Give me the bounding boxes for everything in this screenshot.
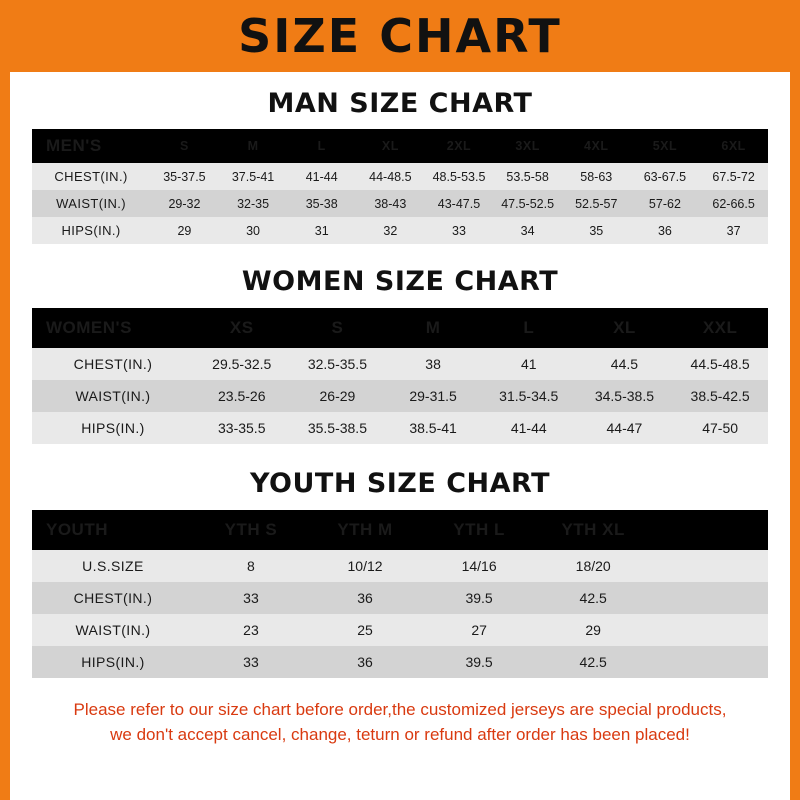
table-row xyxy=(32,550,768,582)
cell: 62-66.5 xyxy=(699,190,768,217)
cell xyxy=(650,614,768,646)
women-header-s: S xyxy=(290,308,386,348)
cell: 39.5 xyxy=(422,582,536,614)
cell: 38.5-41 xyxy=(385,412,481,444)
row-label: HIPS(IN.) xyxy=(32,217,150,244)
cell xyxy=(650,550,768,582)
row-label: CHEST(IN.) xyxy=(32,582,194,614)
order-notice xyxy=(32,698,768,747)
row-label: WAIST(IN.) xyxy=(32,380,194,412)
cell: 31.5-34.5 xyxy=(481,380,577,412)
table-row xyxy=(32,412,768,444)
women-header-xl: XL xyxy=(577,308,673,348)
row-label: WAIST(IN.) xyxy=(32,190,150,217)
cell: 35.5-38.5 xyxy=(290,412,386,444)
cell: 53.5-58 xyxy=(493,163,562,190)
cell: 29 xyxy=(150,217,219,244)
cell: 34.5-38.5 xyxy=(577,380,673,412)
page-banner xyxy=(0,0,800,72)
women-header-l: L xyxy=(481,308,577,348)
table-row xyxy=(32,190,768,217)
cell xyxy=(650,646,768,678)
cell: 33 xyxy=(194,646,308,678)
table-row xyxy=(32,380,768,412)
youth-header-xl: YTH XL xyxy=(536,510,650,550)
cell xyxy=(650,582,768,614)
cell: 57-62 xyxy=(631,190,700,217)
cell: 47-50 xyxy=(672,412,768,444)
cell: 34 xyxy=(493,217,562,244)
women-size-table xyxy=(32,308,768,444)
cell: 44.5-48.5 xyxy=(672,348,768,380)
notice-line-1: Please refer to our size chart before order,the customized jerseys are special products, xyxy=(73,700,727,719)
cell: 23.5-26 xyxy=(194,380,290,412)
cell: 37 xyxy=(699,217,768,244)
notice-line-2: we don't accept cancel, change, teturn or refund after order has been placed! xyxy=(110,724,690,744)
cell: 33 xyxy=(194,582,308,614)
section-title-youth: YOUTH SIZE CHART xyxy=(249,468,551,499)
men-header-4xl: 4XL xyxy=(562,129,631,163)
cell: 36 xyxy=(308,582,422,614)
cell: 48.5-53.5 xyxy=(425,163,494,190)
cell: 30 xyxy=(219,217,288,244)
youth-header-empty xyxy=(650,510,768,550)
youth-size-table xyxy=(32,510,768,678)
row-label: CHEST(IN.) xyxy=(32,348,194,380)
men-header-6xl: 6XL xyxy=(699,129,768,163)
cell: 38.5-42.5 xyxy=(672,380,768,412)
table-row xyxy=(32,163,768,190)
table-row xyxy=(32,348,768,380)
cell: 36 xyxy=(631,217,700,244)
cell: 41-44 xyxy=(481,412,577,444)
men-header-5xl: 5XL xyxy=(631,129,700,163)
table-row xyxy=(32,646,768,678)
youth-header-label: YOUTH xyxy=(32,510,194,550)
cell: 35-37.5 xyxy=(150,163,219,190)
cell: 35-38 xyxy=(287,190,356,217)
cell: 8 xyxy=(194,550,308,582)
row-label: WAIST(IN.) xyxy=(32,614,194,646)
cell: 39.5 xyxy=(422,646,536,678)
cell: 25 xyxy=(308,614,422,646)
men-header-2xl: 2XL xyxy=(425,129,494,163)
cell: 29.5-32.5 xyxy=(194,348,290,380)
table-row xyxy=(32,582,768,614)
page-title: SIZE CHART xyxy=(238,9,562,63)
cell: 36 xyxy=(308,646,422,678)
row-label: HIPS(IN.) xyxy=(32,646,194,678)
men-header-xl: XL xyxy=(356,129,425,163)
cell: 31 xyxy=(287,217,356,244)
women-header-xs: XS xyxy=(194,308,290,348)
cell: 42.5 xyxy=(536,646,650,678)
men-header-m: M xyxy=(219,129,288,163)
men-header-s: S xyxy=(150,129,219,163)
youth-header-m: YTH M xyxy=(308,510,422,550)
cell: 10/12 xyxy=(308,550,422,582)
cell: 32.5-35.5 xyxy=(290,348,386,380)
men-header-l: L xyxy=(287,129,356,163)
table-header-row xyxy=(32,510,768,550)
chart-content xyxy=(10,88,790,747)
cell: 27 xyxy=(422,614,536,646)
cell: 14/16 xyxy=(422,550,536,582)
cell: 41 xyxy=(481,348,577,380)
cell: 18/20 xyxy=(536,550,650,582)
cell: 29-32 xyxy=(150,190,219,217)
men-size-table xyxy=(32,129,768,244)
cell: 42.5 xyxy=(536,582,650,614)
cell: 35 xyxy=(562,217,631,244)
cell: 58-63 xyxy=(562,163,631,190)
cell: 43-47.5 xyxy=(425,190,494,217)
women-header-label: WOMEN'S xyxy=(32,308,194,348)
cell: 38 xyxy=(385,348,481,380)
cell: 67.5-72 xyxy=(699,163,768,190)
cell: 44.5 xyxy=(577,348,673,380)
table-header-row xyxy=(32,308,768,348)
cell: 33-35.5 xyxy=(194,412,290,444)
row-label: CHEST(IN.) xyxy=(32,163,150,190)
section-title-women: WOMEN SIZE CHART xyxy=(241,266,559,297)
section-title-men: MAN SIZE CHART xyxy=(267,88,533,119)
cell: 32 xyxy=(356,217,425,244)
women-header-xxl: XXL xyxy=(672,308,768,348)
cell: 44-48.5 xyxy=(356,163,425,190)
table-row xyxy=(32,217,768,244)
row-label: HIPS(IN.) xyxy=(32,412,194,444)
men-header-3xl: 3XL xyxy=(493,129,562,163)
row-label: U.S.SIZE xyxy=(32,550,194,582)
cell: 41-44 xyxy=(287,163,356,190)
cell: 52.5-57 xyxy=(562,190,631,217)
table-row xyxy=(32,614,768,646)
cell: 26-29 xyxy=(290,380,386,412)
cell: 33 xyxy=(425,217,494,244)
cell: 63-67.5 xyxy=(631,163,700,190)
cell: 37.5-41 xyxy=(219,163,288,190)
cell: 47.5-52.5 xyxy=(493,190,562,217)
cell: 29-31.5 xyxy=(385,380,481,412)
women-header-m: M xyxy=(385,308,481,348)
men-header-label: MEN'S xyxy=(32,129,150,163)
cell: 32-35 xyxy=(219,190,288,217)
cell: 38-43 xyxy=(356,190,425,217)
table-header-row xyxy=(32,129,768,163)
cell: 44-47 xyxy=(577,412,673,444)
youth-header-s: YTH S xyxy=(194,510,308,550)
cell: 23 xyxy=(194,614,308,646)
youth-header-l: YTH L xyxy=(422,510,536,550)
cell: 29 xyxy=(536,614,650,646)
